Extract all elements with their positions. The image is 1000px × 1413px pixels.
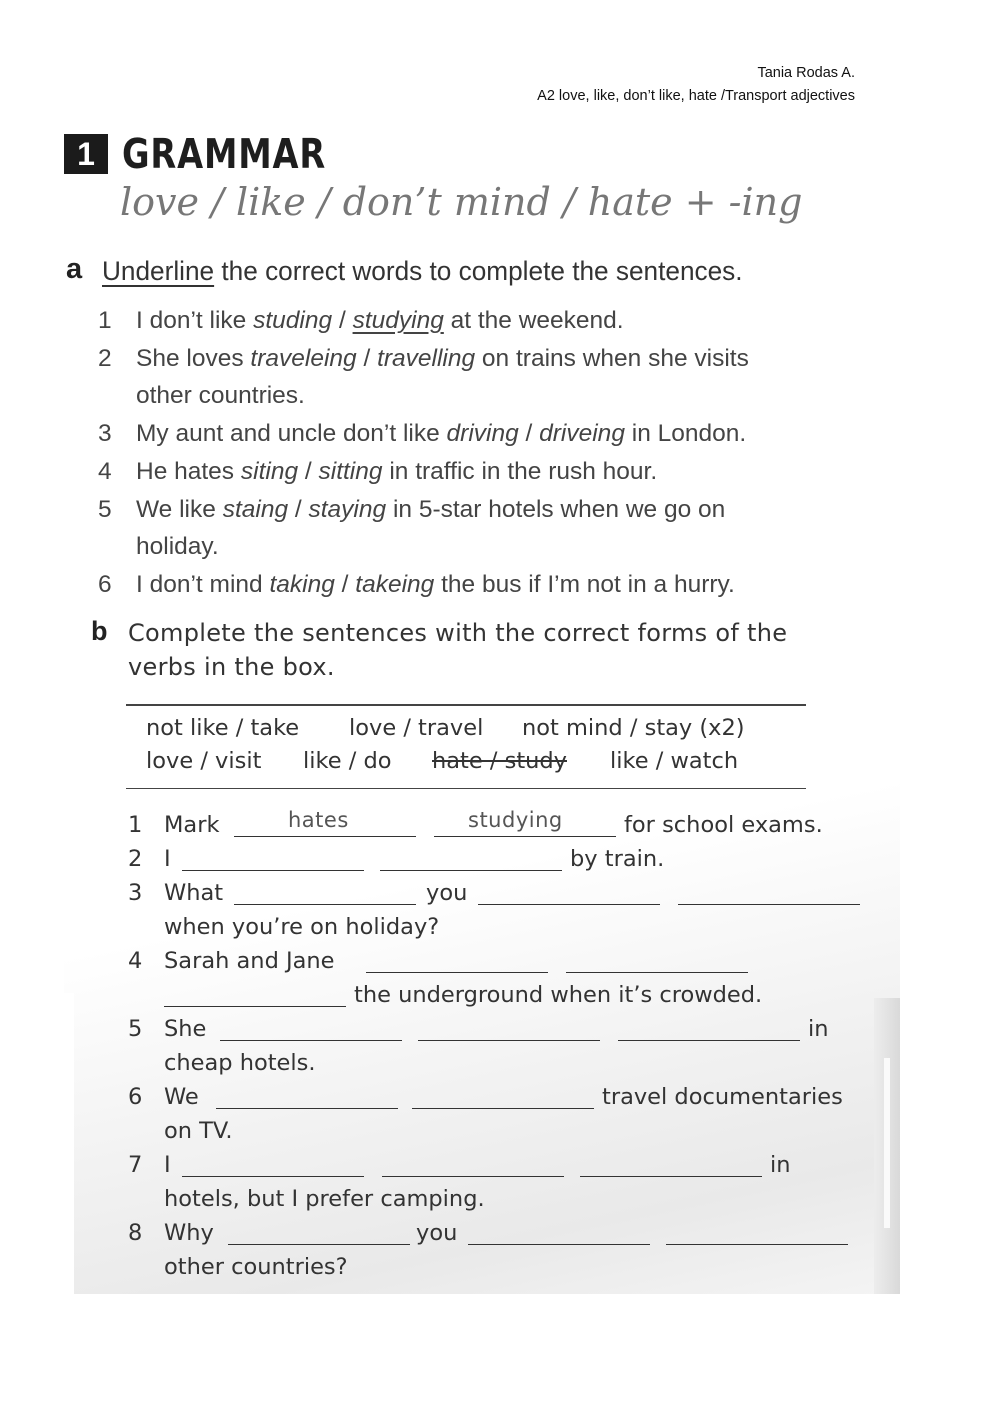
item-text: in	[770, 1152, 791, 1178]
header-note	[537, 62, 855, 108]
instruction-text: the correct words to complete the sentences.	[214, 256, 743, 286]
answer-blank[interactable]	[182, 846, 364, 871]
answer-blank[interactable]	[220, 1016, 402, 1041]
word-box-item-crossed-out: hate / study	[432, 748, 567, 774]
item-text: Mark	[164, 812, 220, 838]
item-text: We	[164, 1084, 199, 1110]
word-box-item: love / visit	[146, 748, 262, 774]
answer-blank[interactable]	[380, 846, 562, 871]
answer-blank[interactable]	[228, 1220, 410, 1245]
item-text: for school exams.	[624, 812, 823, 838]
item-text-continued: when you’re on holiday?	[164, 914, 440, 940]
option-2[interactable]: travelling	[377, 344, 476, 372]
item-text-continued: hotels, but I prefer camping.	[164, 1186, 485, 1212]
item-text: Sarah and Jane	[164, 948, 335, 974]
section-b-letter: b	[91, 616, 108, 646]
list-item	[98, 566, 858, 604]
option-2[interactable]: sitting	[318, 457, 383, 485]
item-text: I	[164, 1152, 171, 1178]
option-2[interactable]: takeing	[355, 570, 435, 598]
grammar-subtitle: love / like / don’t mind / hate + -ing	[120, 180, 803, 224]
instruction-line: Complete the sentences with the correct forms of the	[128, 619, 788, 647]
answer-blank[interactable]	[418, 1016, 600, 1041]
item-text-continued: holiday.	[136, 533, 219, 561]
answer-blank[interactable]	[412, 1084, 594, 1109]
instruction-line: verbs in the box.	[128, 653, 335, 681]
example-answer: hates	[288, 808, 349, 832]
item-text: He hates	[136, 457, 241, 485]
option-separator: /	[288, 495, 309, 523]
item-text: Why	[164, 1220, 214, 1246]
item-number: 1	[128, 812, 143, 838]
answer-blank[interactable]	[164, 982, 346, 1007]
option-2[interactable]: driveing	[539, 420, 625, 448]
item-text: My aunt and uncle don’t like	[136, 420, 447, 448]
answer-blank[interactable]	[468, 1220, 650, 1245]
option-1[interactable]: driving	[446, 420, 519, 448]
item-number: 7	[128, 1152, 143, 1178]
item-number: 3	[128, 880, 143, 906]
item-text: She loves	[136, 344, 251, 372]
item-number: 4	[98, 457, 112, 485]
item-number: 5	[128, 1016, 143, 1042]
item-text: travel documentaries	[602, 1084, 843, 1110]
unit-title: GRAMMAR	[122, 130, 327, 178]
item-text: the bus if I’m not in a hurry.	[434, 570, 735, 598]
item-text: We like	[136, 495, 223, 523]
word-box	[126, 704, 806, 789]
option-separator: /	[332, 307, 353, 334]
answer-blank[interactable]	[580, 1152, 762, 1177]
option-2[interactable]: staying	[308, 495, 387, 523]
answer-blank[interactable]	[182, 1152, 364, 1177]
item-text-continued: cheap hotels.	[164, 1050, 316, 1076]
list-item	[98, 340, 858, 415]
item-text: you	[416, 1220, 458, 1246]
answer-blank[interactable]	[566, 948, 748, 973]
item-text: in London.	[624, 420, 747, 448]
section-b-instruction	[128, 616, 908, 684]
word-box-item: love / travel	[349, 715, 484, 741]
word-box-item: like / do	[303, 748, 392, 774]
item-text-continued: the underground when it’s crowded.	[354, 982, 763, 1008]
item-text-continued: other countries?	[164, 1254, 348, 1280]
item-text: on trains when she visits	[475, 344, 749, 372]
option-1[interactable]: taking	[269, 570, 335, 598]
answer-blank[interactable]	[366, 948, 548, 973]
answer-blank[interactable]	[666, 1220, 848, 1245]
item-number: 2	[128, 846, 143, 872]
page-edge	[64, 993, 74, 1294]
word-box-item: not mind / stay (x2)	[522, 715, 745, 741]
item-text: I don’t mind	[136, 570, 270, 598]
item-text-continued: on TV.	[164, 1118, 233, 1144]
list-item	[98, 453, 858, 491]
worksheet-topic: A2 love, like, don’t like, hate /Transport adjectives	[537, 88, 855, 104]
item-text: in 5-star hotels when we go on	[386, 495, 726, 523]
answer-blank[interactable]	[382, 1152, 564, 1177]
item-text: What	[164, 880, 224, 906]
answer-blank[interactable]	[234, 880, 416, 905]
item-number: 3	[98, 420, 112, 448]
list-item	[98, 491, 858, 566]
list-item	[98, 415, 858, 453]
section-a-list	[98, 302, 858, 604]
option-separator: /	[298, 457, 319, 485]
item-text: in traffic in the rush hour.	[382, 457, 658, 485]
instruction-underlined-word: Underline	[102, 256, 215, 286]
answer-blank[interactable]	[678, 880, 860, 905]
worksheet-page	[64, 118, 900, 1294]
answer-blank[interactable]	[216, 1084, 398, 1109]
option-1[interactable]: siting	[240, 457, 299, 485]
word-box-item: not like / take	[146, 715, 300, 741]
example-answer: studying	[468, 808, 563, 832]
item-number: 6	[98, 570, 112, 598]
option-1[interactable]: studing	[253, 307, 333, 334]
section-a-instruction	[102, 256, 743, 287]
item-text: in	[808, 1016, 829, 1042]
answer-blank[interactable]	[478, 880, 660, 905]
unit-number-badge: 1	[64, 134, 108, 174]
word-box-item: like / watch	[610, 748, 739, 774]
author-name: Tania Rodas A.	[757, 65, 855, 81]
section-a-letter: a	[66, 253, 83, 285]
item-text: I	[164, 846, 171, 872]
option-1[interactable]: staing	[222, 495, 289, 523]
answer-blank[interactable]	[618, 1016, 800, 1041]
item-number: 2	[98, 344, 112, 372]
option-separator: /	[518, 420, 540, 448]
item-text: at the weekend.	[443, 307, 624, 334]
option-2-underlined[interactable]: studying	[352, 307, 444, 334]
item-number: 6	[128, 1084, 143, 1110]
item-number: 4	[128, 948, 143, 974]
item-text-continued: other countries.	[136, 382, 305, 410]
item-text: I don’t like	[136, 307, 254, 334]
option-1[interactable]: traveleing	[250, 344, 357, 372]
item-text: She	[164, 1016, 207, 1042]
option-separator: /	[356, 344, 378, 372]
page-edge-shadow	[874, 998, 900, 1294]
item-text: by train.	[570, 846, 665, 872]
item-text: you	[426, 880, 468, 906]
option-separator: /	[334, 570, 356, 598]
item-number: 8	[128, 1220, 143, 1246]
item-number: 1	[98, 307, 112, 334]
list-item	[98, 302, 858, 340]
item-number: 5	[98, 495, 112, 523]
